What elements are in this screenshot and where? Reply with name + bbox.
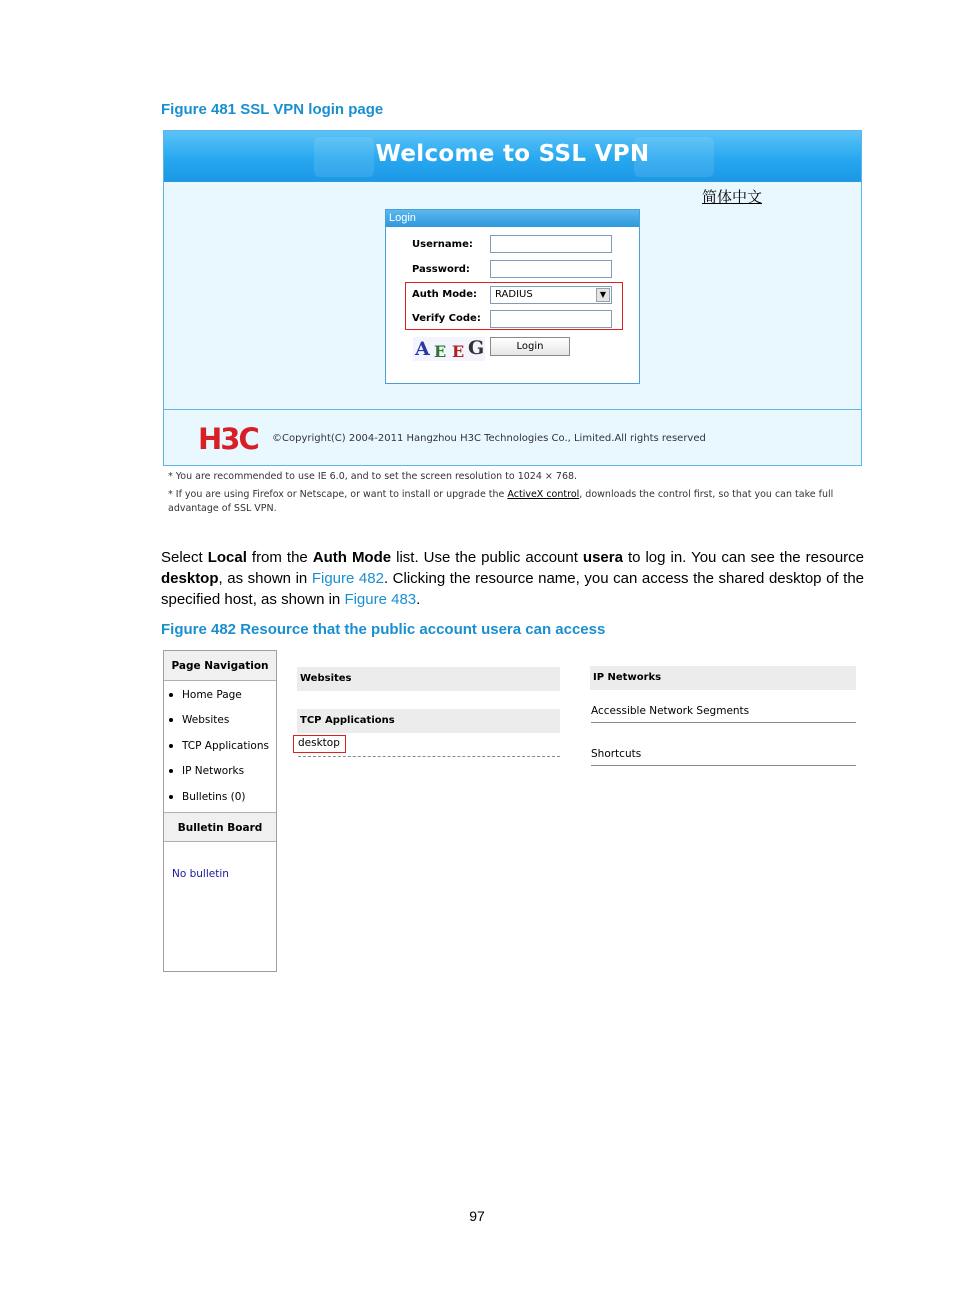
nav-item-websites[interactable]: Websites [169, 714, 229, 726]
captcha-letter: E [434, 342, 447, 361]
desktop-resource-link[interactable]: desktop [293, 735, 346, 753]
captcha-letter: G [468, 337, 485, 359]
bullet-icon [169, 744, 173, 748]
login-panel-header: Login [386, 210, 639, 227]
figure-482-caption: Figure 482 Resource that the public account usera can access [161, 621, 606, 638]
login-button[interactable]: Login [490, 337, 570, 356]
bulletin-board-title: Bulletin Board [164, 812, 276, 842]
banner-title: Welcome to SSL VPN [375, 141, 650, 167]
nav-item-ip-networks[interactable]: IP Networks [169, 765, 244, 777]
activex-link[interactable]: ActiveX control [507, 489, 580, 500]
login-footer [164, 409, 861, 465]
page-number: 97 [469, 1208, 485, 1224]
websites-section-header: Websites [297, 667, 560, 691]
nav-item-home-page[interactable]: Home Page [169, 689, 242, 701]
login-panel [385, 209, 640, 384]
bulletin-text: No bulletin [172, 868, 229, 880]
captcha-letter: A [415, 338, 430, 360]
nav-item-tcp-applications[interactable]: TCP Applications [169, 740, 269, 752]
copyright-text: ©Copyright(C) 2004-2011 Hangzhou H3C Technologies Co., Limited.All rights reserved [272, 433, 706, 444]
accessible-network-segments-link[interactable]: Accessible Network Segments [591, 702, 856, 723]
username-label: Username: [412, 239, 473, 250]
password-input[interactable] [490, 260, 612, 278]
chevron-down-icon[interactable]: ▼ [596, 288, 610, 302]
figure-481-caption: Figure 481 SSL VPN login page [161, 101, 384, 118]
nav-item-bulletins[interactable]: Bulletins (0) [169, 791, 246, 803]
page-navigation-panel [163, 650, 277, 972]
verify-code-label: Verify Code: [412, 313, 481, 324]
ssl-vpn-login-screenshot [163, 130, 862, 466]
tcp-applications-section-header: TCP Applications [297, 709, 560, 733]
bullet-icon [169, 693, 173, 697]
figure-482-link[interactable]: Figure 482 [311, 570, 384, 587]
ip-networks-section-header: IP Networks [590, 666, 856, 690]
captcha-letter: E [452, 342, 465, 361]
auth-highlight-box [405, 282, 623, 330]
bullet-icon [169, 795, 173, 799]
h3c-logo: H3C [198, 422, 258, 456]
language-link[interactable]: 简体中文 [702, 188, 763, 206]
auth-mode-label: Auth Mode: [412, 289, 477, 300]
username-input[interactable] [490, 235, 612, 253]
note-browser: * You are recommended to use IE 6.0, and to set the screen resolution to 1024 × 768. [168, 471, 578, 482]
page-navigation-title: Page Navigation [164, 651, 276, 681]
password-label: Password: [412, 264, 470, 275]
welcome-banner [164, 131, 861, 182]
bullet-icon [169, 718, 173, 722]
figure-483-link[interactable]: Figure 483 [344, 591, 417, 608]
bullet-icon [169, 769, 173, 773]
resource-divider [298, 756, 560, 757]
auth-mode-value: RADIUS [495, 289, 533, 300]
shortcuts-link[interactable]: Shortcuts [591, 745, 856, 766]
captcha-image [413, 337, 485, 361]
body-paragraph: Select Local from the Auth Mode list. Use the public account usera to log in. You can see the resource desktop, as shown in Figure 482. Clicking the resource name, you can access the shared desktop of the specified host, as shown in Figure 483. [161, 549, 865, 608]
note-activex: * If you are using Firefox or Netscape, or want to install or upgrade the ActiveX control, downloads the control first, so that you can take full advantage of SSL VPN. [168, 489, 834, 514]
